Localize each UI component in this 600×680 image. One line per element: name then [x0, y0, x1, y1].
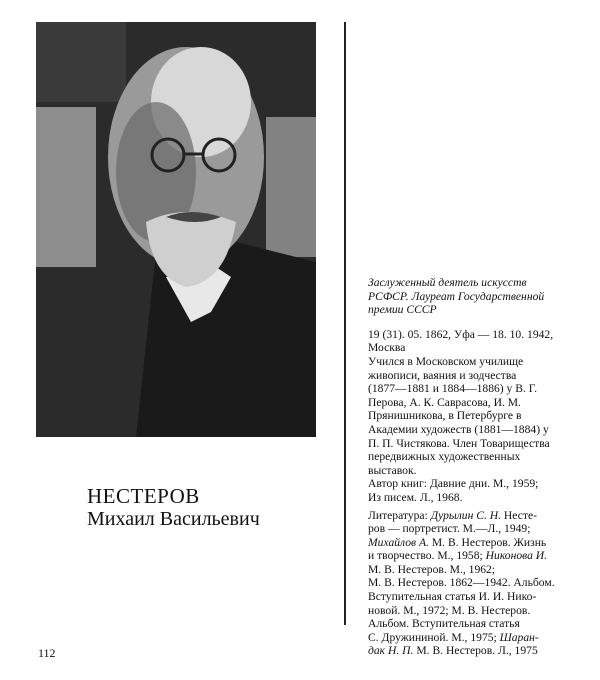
- title-line: РСФСР. Лауреат Государственной: [368, 289, 545, 303]
- bio-line: Москва: [368, 341, 406, 355]
- bio-line: выставок.: [368, 463, 417, 477]
- bio-line: Прянишникова, в Петербурге в: [368, 409, 522, 423]
- literature-line: [368, 590, 598, 604]
- literature-line: [368, 631, 598, 645]
- bio-line: (1877—1881 и 1884—1886) у В. Г.: [368, 382, 538, 396]
- citation-text: М. В. Нестеров. Жизнь: [428, 535, 547, 549]
- bio-line: Перова, А. К. Саврасова, И. М.: [368, 395, 521, 409]
- portrait-photo: [36, 22, 316, 437]
- literature-line: [368, 563, 598, 577]
- citation-text: Альбом. Вступительная статья: [368, 617, 520, 631]
- bio-line: Из писем. Л., 1968.: [368, 490, 463, 504]
- citation-text: М. В. Нестеров. М., 1962;: [368, 562, 496, 576]
- bio-line: Автор книг: Давние дни. М., 1959;: [368, 477, 539, 491]
- artist-given-names: Михаил Васильевич: [87, 508, 260, 530]
- bio-line: Академии художеств (1881—1884) у: [368, 422, 549, 436]
- citation-text: ров — портретист. М.—Л., 1949;: [368, 522, 531, 536]
- author-name: Михайлов А.: [368, 535, 429, 549]
- citation-text: новой. М., 1972; М. В. Нестеров.: [368, 603, 531, 617]
- bio-line: передвижных художественных: [368, 450, 521, 464]
- citation-text: М. В. Нестеров. Л., 1975: [413, 644, 538, 658]
- title-line: Заслуженный деятель искусств: [368, 276, 527, 289]
- author-name: Шаран-: [499, 630, 539, 644]
- author-name: дак Н. П.: [368, 644, 414, 658]
- artist-surname: НЕСТЕРОВ: [87, 484, 200, 508]
- title-line: премии СССР: [368, 303, 437, 317]
- citation-text: Вступительная статья И. И. Нико-: [368, 590, 537, 604]
- bio-line: 19 (31). 05. 1862, Уфа — 18. 10. 1942,: [368, 327, 554, 341]
- literature-list: [368, 509, 598, 659]
- biography-text: [368, 328, 598, 505]
- citation-text: и творчество. М., 1958;: [368, 549, 486, 563]
- literature-line: [368, 604, 598, 618]
- citation-text: Несте-: [501, 508, 537, 522]
- literature-line: [368, 617, 598, 631]
- portrait-illustration: [36, 22, 316, 437]
- column-divider: [344, 22, 346, 625]
- literature-line: [368, 536, 598, 550]
- honorary-titles: [368, 276, 598, 317]
- bio-line: П. П. Чистякова. Член Товарищества: [368, 436, 550, 450]
- literature-line: [368, 549, 598, 563]
- literature-line: [368, 509, 598, 523]
- bio-line: Учился в Московском училище: [368, 354, 524, 368]
- literature-line: [368, 644, 598, 658]
- citation-text: М. В. Нестеров. 1862—1942. Альбом.: [368, 576, 555, 590]
- literature-line: [368, 522, 598, 536]
- bio-line: живописи, ваяния и зодчества: [368, 368, 517, 382]
- author-name: Никонова И.: [485, 549, 548, 563]
- biography-column: [368, 276, 598, 658]
- citation-text: Литература:: [368, 508, 431, 522]
- author-name: Дурылин С. Н.: [430, 508, 502, 522]
- citation-text: С. Дружининой. М., 1975;: [368, 630, 500, 644]
- literature-line: [368, 576, 598, 590]
- page-number: 112: [38, 646, 56, 660]
